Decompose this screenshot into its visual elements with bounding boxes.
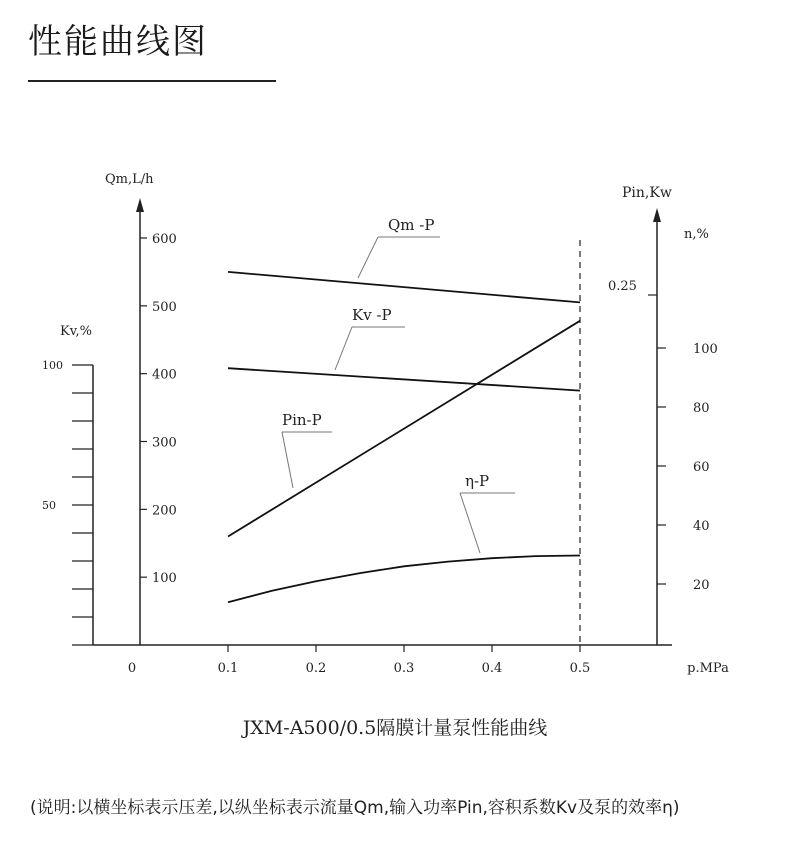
qm-tick-label: 100 [152,571,177,587]
x-tick-label: 0.2 [305,661,327,676]
eta-tick-label: 80 [693,401,710,416]
chart-note: (说明:以横坐标表示压差,以纵坐标表示流量Qm,输入功率Pin,容积系数Kv及泵的效率η) [30,798,680,818]
kv-tick-label: 50 [42,499,56,512]
pin-axis-arrow [653,208,661,222]
qm-axis-arrow [136,198,144,212]
pin-p-label-pointer [282,432,293,488]
kv-p-label: Kv -P [352,306,392,324]
pin-axis-label: Pin,Kw [622,185,672,201]
page-title: 性能曲线图 [28,22,208,62]
qm-p-label-pointer [358,237,378,278]
kv-p-curve [228,368,580,390]
qm-tick-label: 300 [152,435,177,451]
x-tick-label: 0 [127,661,137,676]
eta-tick-label: 40 [693,519,710,534]
kv-tick-label: 100 [42,359,63,372]
qm-tick-label: 200 [152,503,177,519]
eta-tick-label: 20 [693,578,710,593]
qm-axis-label: Qm,L/h [105,172,154,187]
pin-p-label: Pin-P [282,411,322,429]
qm-tick-label: 500 [152,299,177,315]
pin-p-curve [228,321,580,537]
qm-p-curve [228,272,580,303]
pin-tick-label: 0.25 [608,279,637,294]
x-tick-label: 0.3 [393,661,415,676]
eta-p-curve [228,556,580,603]
kv-axis-label: Kv,% [60,324,92,339]
qm-tick-label: 600 [152,232,177,247]
x-tick-label: 0.5 [569,661,591,676]
kv-p-label-pointer [335,327,352,370]
eta-p-label: η-P [465,472,490,490]
qm-tick-label: 400 [152,367,177,383]
qm-p-label: Qm -P [388,216,435,234]
eta-tick-label: 60 [693,460,710,475]
eta-tick-label: 100 [693,342,718,357]
chart-caption: JXM-A500/0.5隔膜计量泵性能曲线 [242,717,548,739]
x-tick-label: 0.1 [217,661,239,676]
eta-axis-label: n,% [684,227,709,242]
x-axis-label: p.MPa [687,661,729,676]
x-tick-label: 0.4 [481,661,503,676]
eta-p-label-pointer [460,493,480,553]
